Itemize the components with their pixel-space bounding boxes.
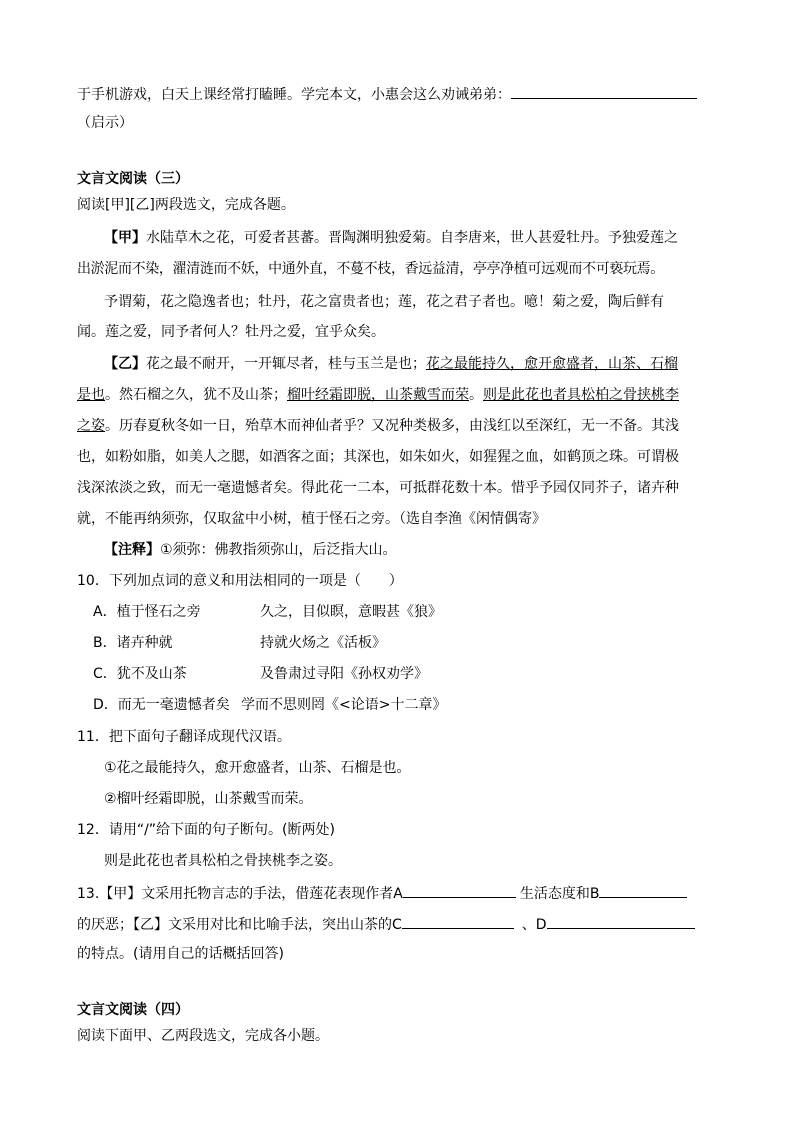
question-12-sentence: 则是此花也者具松柏之骨挟桃李之姿。 [104,853,342,869]
question-13-line: 的特点。(请用自己的话概括回答) [77,946,284,962]
answer-blank-d[interactable] [547,915,695,929]
question-10-option-d[interactable]: D．而无一毫遗憾者矣 学而不思则罔《<论语>十二章》 [93,697,447,713]
answer-blank-c[interactable] [402,915,514,929]
question-11-sentence-1: ①花之最能持久，愈开愈盛者，山茶、石榴是也。 [104,760,411,776]
section-heading: 文言文阅读（四） [77,1002,189,1018]
passage-yi-line: 也，如粉如脂，如美人之腮，如酒客之面；其深也，如朱如火，如猩猩之血，如鹤顶之珠。可谓极 [77,449,679,465]
question-11-sentence-2: ②榴叶经霜即脱，山茶戴雪而荣。 [104,791,313,807]
question-10-option-a[interactable]: A．植于怪石之旁 久之，目似瞑，意暇甚《狼》 [93,604,442,620]
passage-jia-line: 予谓菊，花之隐逸者也；牡丹，花之富贵者也；莲，花之君子者也。噫！菊之爱，陶后鲜有 [104,294,664,310]
question-13-line: 的厌恶；【乙】文采用对比和比喻手法，突出山茶的C 、D [77,915,695,933]
answer-blank-a[interactable] [403,884,516,898]
passage-yi-line: 之姿。历春夏秋冬如一日，殆草木而神仙者乎？又况种类极多，由浅红以至深红，无一不备。其浅 [77,418,679,434]
question-10-stem: 10．下列加点词的意义和用法相同的一项是（ ） [77,573,403,589]
passage-jia-line: 出淤泥而不染，濯清涟而不妖，中通外直，不蔓不枝，香远益清，亭亭净植可远观而不可亵玩焉。 [77,261,664,277]
question-12-stem: 12．请用“/”给下面的句子断句。(断两处) [77,822,335,838]
answer-blank-b[interactable] [599,884,687,898]
passage-yi-line: 是也。然石榴之久，犹不及山茶；榴叶经霜即脱，山茶戴雪而荣。则是此花也者具松柏之骨挟桃李 [77,387,679,403]
passage-yi-line: 就，不能再纳须弥，仅取盆中小树，植于怪石之旁。（选自李渔《闲情偶寄》 [77,511,546,527]
section-heading: 文言文阅读（三） [77,171,189,187]
passage-jia-line: 闻。莲之爱，同予者何人？牡丹之爱，宜乎众矣。 [77,324,385,340]
section-instruction: 阅读下面甲、乙两段选文，完成各小题。 [77,1028,329,1044]
passage-yi-line: 【乙】花之最不耐开，一开辄尽者，桂与玉兰是也；花之最能持久，愈开愈盛者，山茶、石榴 [104,356,678,372]
paragraph-line: 于手机游戏，白天上课经常打瞌睡。学完本文，小惠会这么劝诫弟弟： [77,85,697,103]
question-10-option-b[interactable]: B．诸卉种就 持就火炀之《活板》 [93,635,386,651]
answer-blank[interactable] [511,85,697,99]
question-10-option-c[interactable]: C．犹不及山茶 及鲁肃过寻阳《孙权劝学》 [93,666,428,682]
section-instruction: 阅读[甲][乙]两段选文，完成各题。 [77,197,295,213]
passage-jia-line: 【甲】水陆草木之花，可爱者甚蕃。晋陶渊明独爱菊。自李唐来，世人甚爱牡丹。予独爱莲之 [104,230,678,246]
question-11-stem: 11．把下面句子翻译成现代汉语。 [77,729,291,745]
question-13-line: 13.【甲】文采用托物言志的手法，借莲花表现作者A 生活态度和B [77,884,687,902]
annotation-note: 【注释】①须弥：佛教指须弥山，后泛指大山。 [104,542,397,558]
paragraph-line: （启示） [77,115,133,131]
passage-yi-line: 浅深浓淡之致，而无一毫遗憾者矣。得此花一二本，可抵群花数十本。惜乎予园仅同芥子，诸卉种 [77,480,679,496]
